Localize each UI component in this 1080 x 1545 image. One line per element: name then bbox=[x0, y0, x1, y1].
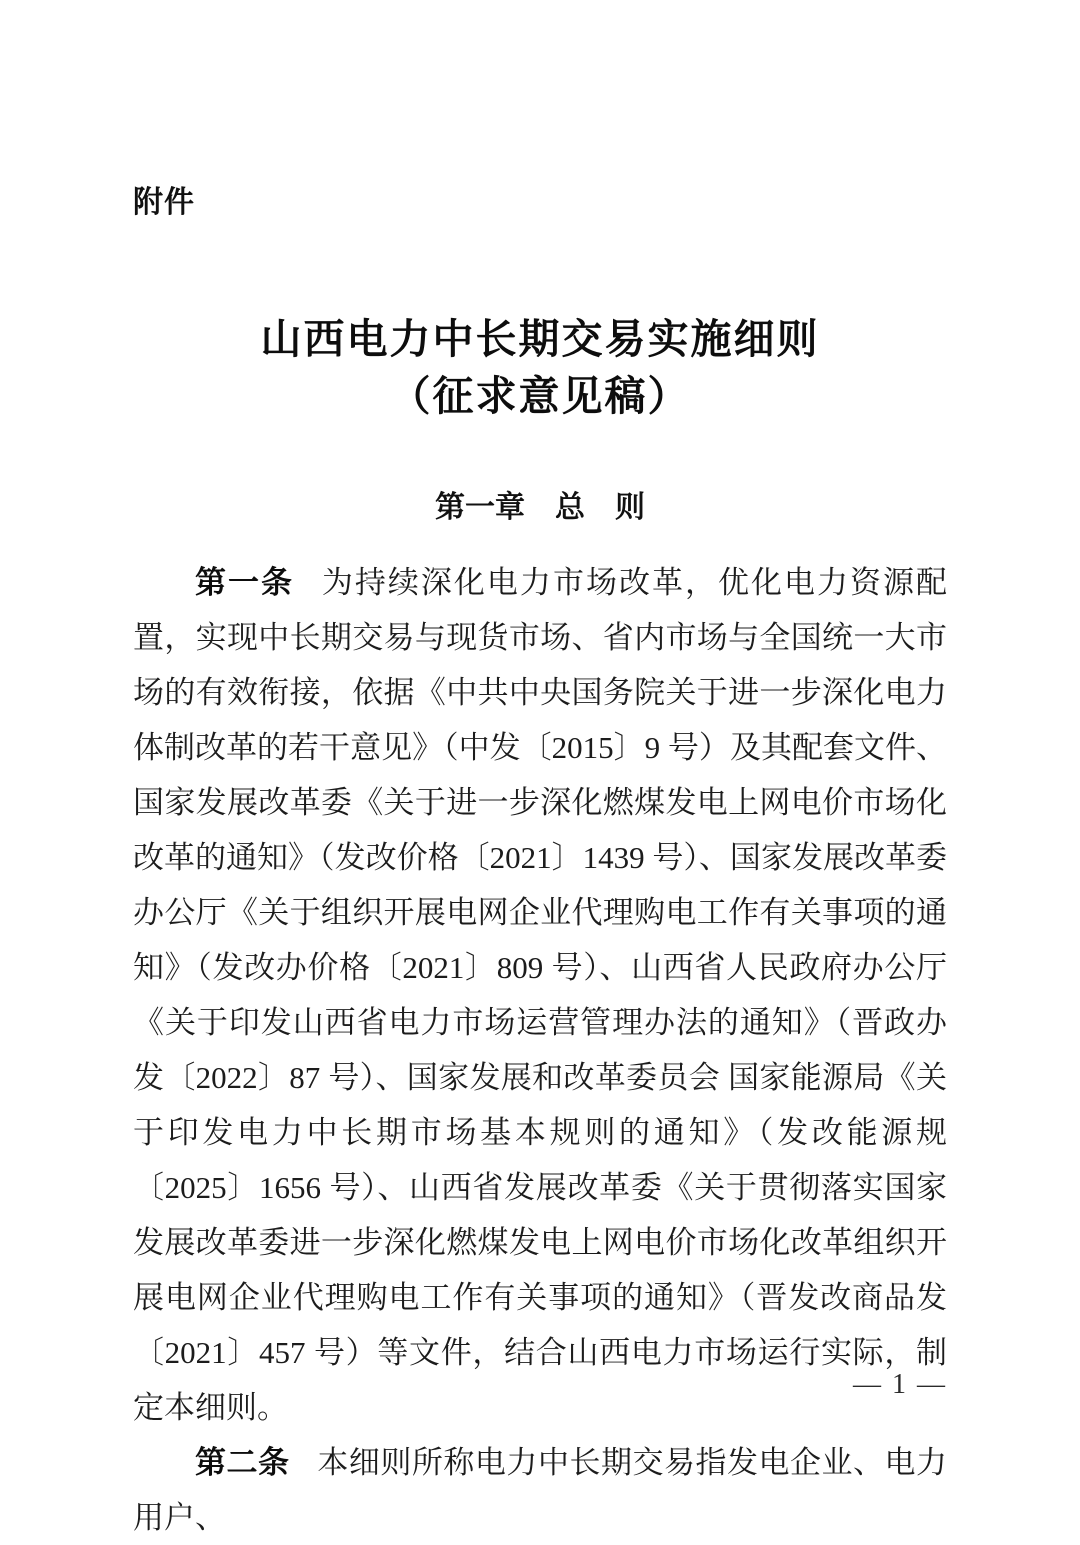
document-body bbox=[133, 555, 947, 1545]
article-1-text: 为持续深化电力市场改革，优化电力资源配置，实现中长期交易与现货市场、省内市场与全国统一大市场的有效衔接，依据《中共中央国务院关于进一步深化电力体制改革的若干意见》（中发〔2015〕9 号）及其配套文件、国家发展改革委《关于进一步深化燃煤发电上网电价市场化改革的通知》（发改价格〔2021〕1439 号）、国家发展改革委办公厅《关于组织开展电网企业代理购电工作有关事项的通知》（发改办价格〔2021〕809 号）、山西省人民政府办公厅《关于印发山西省电力市场运营管理办法的通知》（晋政办发〔2022〕87 号）、国家发展和改革委员会 国家能源局《关于印发电力中长期市场基本规则的通知》（发改能源规〔2025〕1656 号）、山西省发展改革委《关于贯彻落实国家发展改革委进一步深化燃煤发电上网电价市场化改革组织开展电网企业代理购电工作有关事项的通知》（晋发改商品发〔2021〕457 号）等文件，结合山西电力市场运行实际，制定本细则。 bbox=[133, 565, 947, 1425]
chapter-heading: 第一章 总 则 bbox=[435, 491, 645, 524]
article-1-label: 第一条 bbox=[195, 565, 295, 600]
article-2 bbox=[133, 1435, 947, 1545]
article-2-text: 本细则所称电力中长期交易指发电企业、电力用户、 bbox=[133, 1445, 947, 1535]
page-number: — 1 — bbox=[853, 1369, 947, 1400]
document-title-line2: （征求意见稿） bbox=[389, 373, 691, 419]
article-2-label: 第二条 bbox=[195, 1445, 290, 1480]
attachment-label: 附件 bbox=[133, 186, 195, 219]
document-title-line1: 山西电力中长期交易实施细则 bbox=[260, 316, 820, 362]
document-title bbox=[133, 311, 947, 425]
article-1 bbox=[133, 555, 947, 1435]
